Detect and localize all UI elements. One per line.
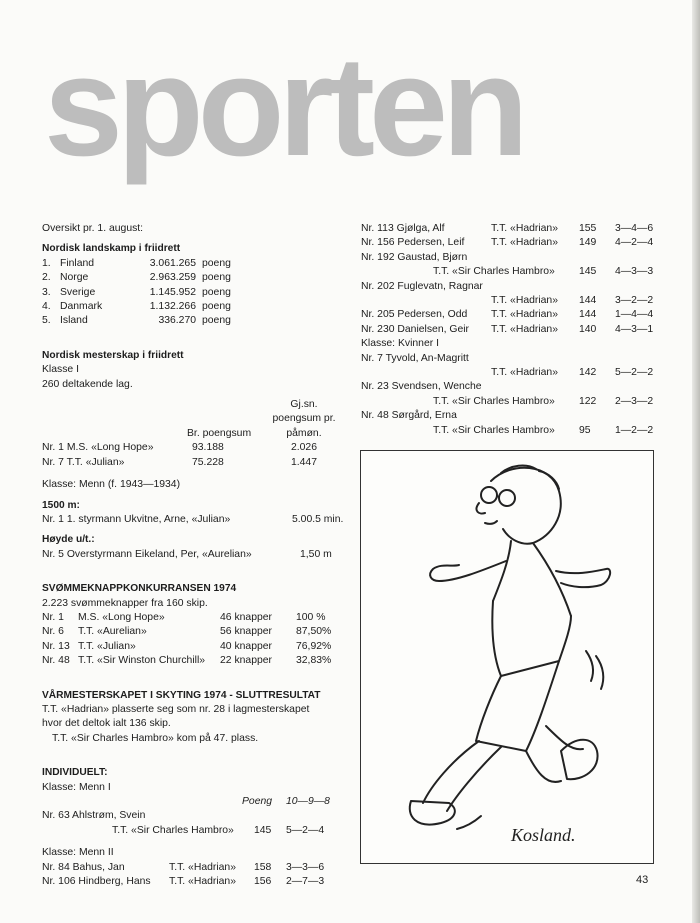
runner-drawing <box>361 451 653 863</box>
table-row: T.T. «Sir Charles Hambro» 95 1—2—2 <box>433 424 654 436</box>
overview-line: Oversikt pr. 1. august: <box>42 223 144 234</box>
individuelt-heading: INDIVIDUELT: <box>42 767 108 779</box>
table-row: T.T. «Hadrian» 144 3—2—2 <box>491 295 654 307</box>
page-edge <box>692 0 700 923</box>
landskamp-heading: Nordisk landskamp i friidrett <box>42 243 181 255</box>
table-row: Nr. 84 Bahus, Jan T.T. «Hadrian» 158 3—3—6 <box>42 861 325 873</box>
mesterskap-heading: Nordisk mesterskap i friidrett <box>42 349 184 361</box>
table-row: Nr. 23 Svendsen, Wenche <box>361 381 482 393</box>
klasse-menn: Klasse: Menn (f. 1943—1934) <box>42 479 181 491</box>
table-row: Nr. 106 Hindberg, Hans T.T. «Hadrian» 156 2—7—3 <box>42 876 325 888</box>
table-row: Nr. 5 Overstyrmann Eikeland, Per, «Aurelian» 1,50 m <box>42 548 332 560</box>
table-row: T.T. «Sir Charles Hambro» 122 2—3—2 <box>433 395 654 407</box>
skyting-heading: VÅRMESTERSKAPET I SKYTING 1974 - SLUTTRESULTAT <box>42 689 321 701</box>
table-row: 2. Norge 2.963.259 poeng <box>42 272 231 284</box>
svommeknapp-intro: 2.223 svømmeknapper fra 160 skip. <box>42 597 208 609</box>
right-column <box>361 222 661 438</box>
runner-illustration <box>360 450 654 864</box>
table-header: Br. poengsum påmøn. <box>187 427 322 439</box>
table-row: T.T. «Hadrian» 142 5—2—2 <box>491 367 654 379</box>
table-row: 3. Sverige 1.145.952 poeng <box>42 286 231 298</box>
hoyde-heading: Høyde u/t.: <box>42 534 95 546</box>
left-column <box>42 222 347 889</box>
table-header: Poeng 10—9—8 <box>242 796 330 807</box>
table-row: 5. Island 336.270 poeng <box>42 315 231 327</box>
table-row: T.T. «Sir Charles Hambro» 145 5—2—4 <box>112 824 325 836</box>
table-row: Nr. 113 Gjølga, Alf T.T. «Hadrian» 155 3—4—6 <box>361 223 654 234</box>
artist-signature: Kosland. <box>511 825 576 845</box>
table-row: Nr. 63 Ahlstrøm, Svein <box>42 810 146 822</box>
table-row: Nr. 1 M.S. «Long Hope» 46 knapper 100 % <box>42 611 326 623</box>
page-number: 43 <box>636 874 649 886</box>
klasse-label: Klasse I <box>42 364 79 376</box>
table-row: Nr. 7 Tyvold, An-Magritt <box>361 352 469 364</box>
m1500-heading: 1500 m: <box>42 499 80 511</box>
table-row: Nr. 156 Pedersen, Leif T.T. «Hadrian» 149 4—2—4 <box>361 237 654 249</box>
table-row: Nr. 13 T.T. «Julian» 40 knapper 76,92% <box>42 640 332 652</box>
table-row: Nr. 6 T.T. «Aurelian» 56 knapper 87,50% <box>42 626 332 638</box>
lag-count: 260 deltakende lag. <box>42 378 133 390</box>
klasse-menn-2: Klasse: Menn II <box>42 847 114 859</box>
table-row: Nr. 230 Danielsen, Geir T.T. «Hadrian» 140 4—3—1 <box>361 323 654 335</box>
table-row: Nr. 205 Pedersen, Odd T.T. «Hadrian» 144 1—4—4 <box>361 309 654 321</box>
klasse-menn-1: Klasse: Menn I <box>42 781 111 793</box>
table-row: Nr. 1 1. styrmann Ukvitne, Arne, «Julian» 5.00.5 min. <box>42 513 344 525</box>
skyting-text: T.T. «Hadrian» plasserte seg som nr. 28 i lagmesterskapet <box>42 703 310 715</box>
svommeknapp-heading: SVØMMEKNAPPKONKURRANSEN 1974 <box>42 583 237 595</box>
klasse-kvinner: Klasse: Kvinner I <box>361 338 439 350</box>
skyting-text: T.T. «Sir Charles Hambro» kom på 47. plass. <box>52 732 259 744</box>
table-row: 1. Finland 3.061.265 poeng <box>42 257 231 269</box>
table-row: T.T. «Sir Charles Hambro» 145 4—3—3 <box>433 266 654 278</box>
skyting-text: hvor det deltok ialt 136 skip. <box>42 718 171 730</box>
table-header: Gj.sn. <box>290 399 318 411</box>
table-header: poengsum pr. <box>272 413 336 425</box>
table-row: 4. Danmark 1.132.266 poeng <box>42 301 231 313</box>
table-row: Nr. 192 Gaustad, Bjørn <box>361 251 468 263</box>
table-row: Nr. 1 M.S. «Long Hope» 93.188 2.026 <box>42 442 317 454</box>
table-row: Nr. 7 T.T. «Julian» 75.228 1.447 <box>42 456 317 468</box>
table-row: Nr. 48 T.T. «Sir Winston Churchill» 22 knapper 32,83% <box>42 655 332 667</box>
page-title: sporten <box>44 27 523 186</box>
landskamp-table <box>42 257 347 329</box>
table-row: Nr. 48 Sørgård, Erna <box>361 410 457 422</box>
table-row: Nr. 202 Fuglevatn, Ragnar <box>361 280 483 292</box>
